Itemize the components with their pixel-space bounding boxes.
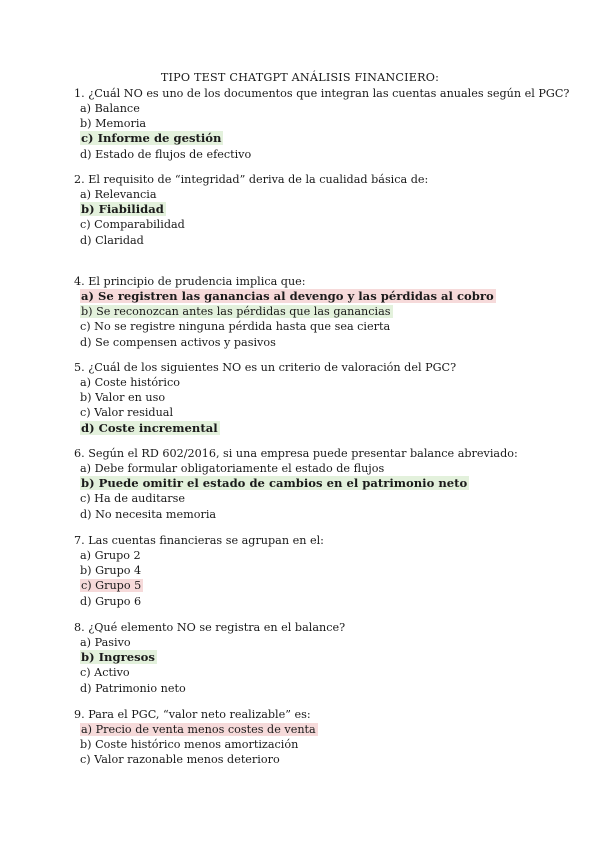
option: c) No se registre ninguna pérdida hasta que sea cierta	[80, 320, 391, 334]
option: d) Patrimonio neto	[80, 681, 186, 695]
option: a) Balance	[80, 102, 140, 115]
option: a) Relevancia	[80, 188, 157, 201]
question-1	[74, 86, 574, 162]
question-9	[74, 707, 574, 768]
question-stem: 4. El principio de prudencia implica que:	[74, 275, 306, 288]
option-highlighted-correct: b) Se reconozcan antes las pérdidas que las ganancias	[81, 305, 391, 319]
option: b) Grupo 4	[80, 564, 142, 578]
option-highlighted-incorrect: c) Grupo 5	[81, 579, 142, 593]
option-highlighted-incorrect: a) Precio de venta menos costes de venta	[81, 723, 316, 736]
question-4	[74, 274, 574, 350]
question-stem: 5. ¿Cuál de los siguientes NO es un criterio de valoración del PGC?	[74, 361, 457, 374]
question-5	[74, 360, 574, 436]
option: a) Debe formular obligatoriamente el estado de flujos	[80, 462, 385, 475]
question-stem: 8. ¿Qué elemento NO se registra en el balance?	[74, 621, 346, 634]
option: d) Estado de flujos de efectivo	[80, 147, 252, 161]
question-stem: 9. Para el PGC, “valor neto realizable” es:	[74, 708, 311, 721]
option-highlighted-correct: b) Puede omitir el estado de cambios en el patrimonio neto	[81, 476, 468, 491]
option-highlighted-correct: c) Informe de gestión	[81, 131, 222, 146]
question-stem: 1. ¿Cuál NO es uno de los documentos que integran las cuentas anuales según el PGC?	[74, 87, 570, 100]
option-highlighted-correct: d) Coste incremental	[81, 420, 218, 435]
option: c) Valor residual	[80, 406, 174, 420]
option-highlighted-incorrect: a) Se registren las ganancias al devengo y las pérdidas al cobro	[81, 289, 494, 303]
option: a) Coste histórico	[80, 376, 180, 389]
option: d) Se compensen activos y pasivos	[80, 335, 276, 349]
option: d) Claridad	[80, 233, 144, 247]
question-stem: 7. Las cuentas financieras se agrupan en el:	[74, 534, 324, 547]
option-highlighted-correct: b) Fiabilidad	[81, 202, 164, 217]
question-stem: 6. Según el RD 602/2016, si una empresa puede presentar balance abreviado:	[74, 447, 518, 460]
option: b) Valor en uso	[80, 391, 166, 405]
option: d) Grupo 6	[80, 594, 142, 608]
question-2	[74, 172, 574, 248]
question-6	[74, 446, 574, 522]
option-highlighted-correct: b) Ingresos	[81, 650, 155, 665]
option: c) Comparabilidad	[80, 218, 185, 232]
option: c) Ha de auditarse	[80, 492, 185, 506]
option: b) Coste histórico menos amortización	[80, 738, 299, 752]
option: d) No necesita memoria	[80, 507, 217, 521]
question-stem: 2. El requisito de “integridad” deriva de la cualidad básica de:	[74, 173, 429, 186]
option: c) Valor razonable menos deterioro	[80, 753, 280, 767]
document-title: TIPO TEST CHATGPT ANÁLISIS FINANCIERO:	[160, 71, 440, 84]
option: a) Grupo 2	[80, 549, 141, 562]
option: a) Pasivo	[80, 636, 131, 649]
option: b) Memoria	[80, 117, 147, 131]
question-8	[74, 620, 574, 696]
question-7	[74, 533, 574, 609]
option: c) Activo	[80, 666, 130, 680]
